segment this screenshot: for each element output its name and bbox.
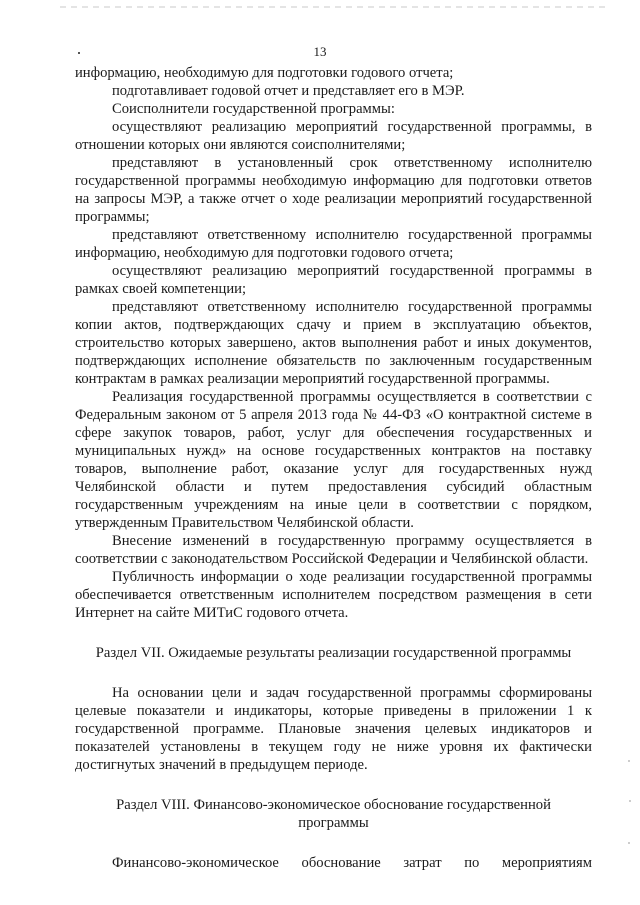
paragraph: Внесение изменений в государственную программу осуществляется в соответствии с законодательством Российской Федерации и Челябинской области. (75, 533, 592, 567)
paragraph: информацию, необходимую для подготовки годового отчета; (75, 65, 454, 81)
section-heading-8: Раздел VIII. Финансово-экономическое обоснование государственной (116, 797, 551, 813)
paragraph: представляют ответственному исполнителю государственной программы копии актов, подтверждающих сдачу и прием в эксплуатацию объектов, строительство которых завершено, актов выполнения работ и иных документов, подтверждающих исполнение обязательств по заключенным государственным контрактам в рамках реализации мероприятий государственной программы. (75, 299, 592, 387)
paragraph: осуществляют реализацию мероприятий государственной программы, в отношении которых они являются соисполнителями; (75, 119, 592, 153)
paragraph: Реализация государственной программы осуществляется в соответствии с Федеральным законом от 5 апреля 2013 года № 44-ФЗ «О контрактной системе в сфере закупок товаров, работ, услуг для обеспечения государственных и муниципальных нужд» на основе государственных контрактов на поставку товаров, выполнение работ, оказание услуг для государственных нужд Челябинской области и путем предоставления субсидий областным государственным учреждениям на иные цели в соответствии с порядком, утвержденным Правительством Челябинской области. (75, 389, 592, 531)
scan-artifact-dot (629, 800, 631, 802)
paragraph: подготавливает годовой отчет и представляет его в МЭР. (112, 83, 465, 99)
scan-artifact-mark (78, 52, 80, 54)
section-heading-8-continued: программы (298, 815, 369, 831)
scan-artifact-dot (628, 842, 630, 844)
document-body (75, 64, 592, 872)
scan-artifact-top (60, 6, 610, 8)
paragraph: представляют в установленный срок ответственному исполнителю государственной программы необходимую информацию для подготовки ответов на запросы МЭР, а также отчет о ходе реализации мероприятий государственной программы; (75, 155, 592, 225)
paragraph: На основании цели и задач государственной программы сформированы целевые показатели и индикаторы, которые приведены в приложении 1 к государственной программе. Плановые значения целевых индикаторов и показателей установлены в текущем году не ниже уровня их фактически достигнутых значений в предыдущем периоде. (75, 685, 592, 773)
paragraph: осуществляют реализацию мероприятий государственной программы в рамках своей компетенции; (75, 263, 592, 297)
paragraph: Соисполнители государственной программы: (112, 101, 395, 117)
scan-artifact-dot (628, 760, 630, 762)
section-heading-7: Раздел VII. Ожидаемые результаты реализации государственной программы (95, 645, 572, 661)
paragraph: Финансово-экономическое обоснование затрат по мероприятиям (112, 855, 592, 871)
page-number: 13 (313, 44, 327, 59)
paragraph: представляют ответственному исполнителю государственной программы информацию, необходимую для подготовки годового отчета; (75, 227, 592, 261)
paragraph: Публичность информации о ходе реализации государственной программы обеспечивается ответственным исполнителем посредством размещения в сети Интернет на сайте МИТиС годового отчета. (75, 569, 592, 621)
